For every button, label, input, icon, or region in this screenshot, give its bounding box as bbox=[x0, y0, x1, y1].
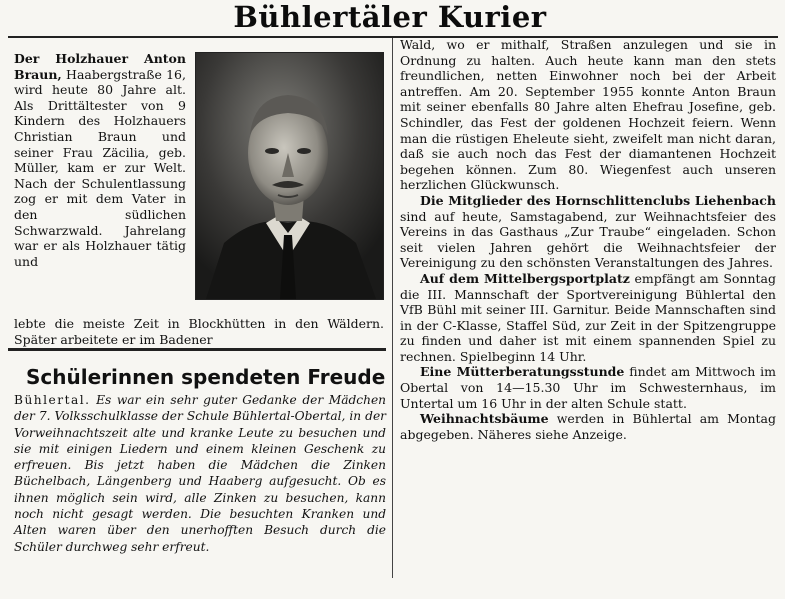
article-students-dateline: Bühlertal. bbox=[14, 393, 91, 407]
notice-mothers bbox=[400, 364, 776, 411]
section-rule bbox=[8, 348, 386, 351]
portrait-graphic bbox=[196, 53, 383, 299]
notice-sled-club bbox=[400, 193, 776, 271]
article-birthday-narrow bbox=[14, 51, 186, 269]
portrait-photo-icon bbox=[195, 52, 384, 300]
notice-trees-body: werden in Bühlertal am Montag abgegeben. Näheres siehe Anzeige. bbox=[400, 411, 776, 442]
notice-trees-lead: Weihnachtsbäume bbox=[420, 411, 549, 427]
notice-mothers-body: findet am Mittwoch im Obertal von 14—15.30 Uhr im Schwesternhaus, im Untertal um 16 Uhr in der alten Schule statt. bbox=[400, 364, 776, 411]
notice-trees bbox=[400, 411, 776, 442]
notice-sports bbox=[400, 271, 776, 365]
notice-mothers-lead: Eine Mütterberatungsstunde bbox=[420, 364, 625, 380]
masthead-title: Bühlertäler Kurier bbox=[233, 0, 547, 34]
right-column bbox=[400, 37, 776, 442]
article-students-body bbox=[14, 392, 386, 555]
article-birthday-lead: Der Holzhauer Anton Braun, bbox=[14, 51, 186, 82]
article-students-text: Es war ein sehr guter Gedanke der Mädchen der 7. Volksschulklasse der Schule Bühlertal-Obertal, in der Vorweihnachtszeit alte und kranke Leute zu besuchen und sie mit einigen Liedern und einem kleinen Geschenk zu erfreuen. Bis jetzt haben die Mädchen die Zinken Büchelbach, Längenberg und Haaberg aufgesucht. Ob es ihnen möglich sein wird, alle Zinken zu besuchen, kann noch nicht gesagt werden. Die besuchten Kranken und Alten waren über den unerhofften Besuch durch die Schüler durchweg sehr erfreut. bbox=[14, 393, 387, 554]
article-students-headline: Schülerinnen spendeten Freude bbox=[26, 365, 386, 389]
notice-sled-club-lead: Die Mitglieder des Hornschlittenclubs Liehenbach bbox=[420, 192, 776, 208]
article-birthday-wide: lebte die meiste Zeit in Blockhütten in den Wäldern. Später arbeitete er im Badener bbox=[14, 316, 384, 347]
column-divider bbox=[392, 38, 393, 578]
article-birthday-continued: Wald, wo er mithalf, Straßen anzulegen und sie in Ordnung zu halten. Auch heute kann man den stets freundlichen, netten Einwohner noch bei der Arbeit antreffen. Am 20. September 1955 konnte Anton Braun mit seiner ebenfalls 80 Jahre alten Ehefrau Josefine, geb. Schindler, das Fest der goldenen Hochzeit feiern. Wenn man die rüstigen Eheleute sieht, zweifelt man nicht daran, daß sie auch noch das Fest der diamantenen Hochzeit begehen können. Zum 80. Wiegenfest auch unseren herzlichen Glückwunsch. bbox=[400, 37, 776, 193]
article-birthday-body-narrow: Haabergstraße 16, wird heute 80 Jahre alt. Als Drittältester von 9 Kindern des Holzhauers Christian Braun und seiner Frau Zäcilia, geb. Müller, kam er zur Welt. Nach der Schulentlassung zog er mit dem Vater in den südlichen Schwarzwald. Jahrelang war er als Holzhauer tätig und bbox=[14, 66, 186, 269]
notice-sports-lead: Auf dem Mittelbergsportplatz bbox=[420, 270, 630, 286]
notice-sled-club-body: sind auf heute, Samstagabend, zur Weihnachtsfeier des Vereins in das Gasthaus „Zur Traube“ eingeladen. Schon seit vielen Jahren gehört die Weihnachtsfeier der Vereinigung zu den schönsten Veranstaltungen des Jahres. bbox=[400, 208, 776, 271]
notice-sports-body: empfängt am Sonntag die III. Mannschaft der Sportvereinigung Bühlertal den VfB Bühl mit seiner III. Garnitur. Beide Mannschaften sind in der C-Klasse, Staffel Süd, zur Zeit in der Spitzengruppe zu finden und daher ist mit einem spannenden Spiel zu rechnen. Spielbeginn 14 Uhr. bbox=[400, 270, 777, 364]
